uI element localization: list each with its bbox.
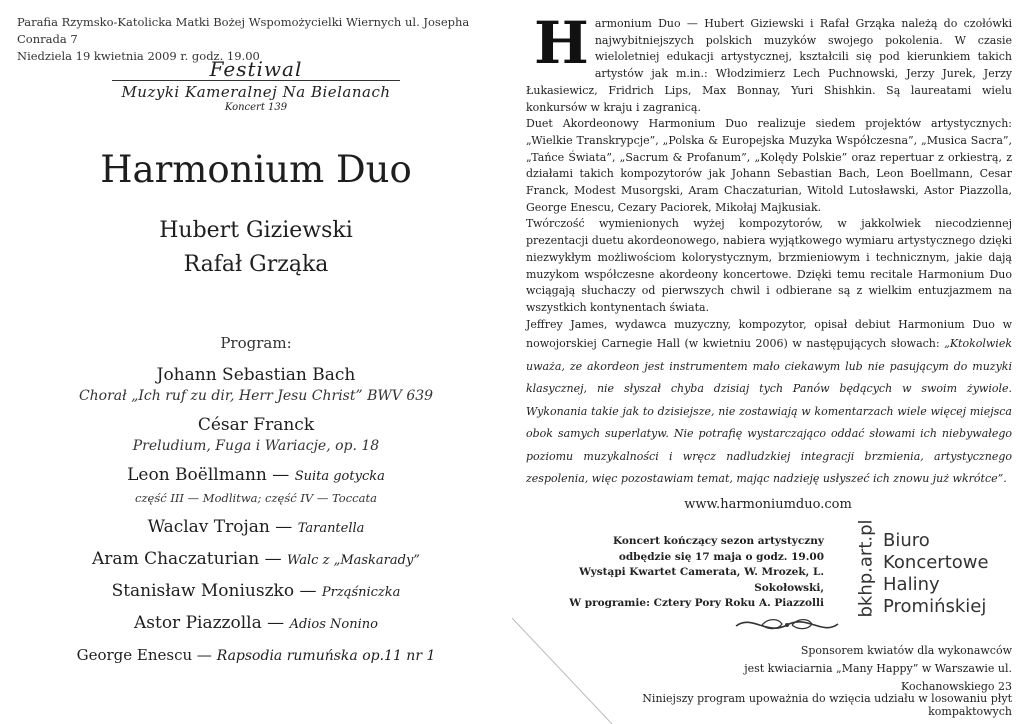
flourish-ornament-icon: [732, 612, 842, 638]
work-title: Prząśniczka: [321, 585, 401, 600]
program-item: [0, 548, 512, 572]
biography-text: [526, 9, 1012, 491]
program-label: Program:: [220, 334, 292, 352]
venue-address: Parafia Rzymsko-Katolicka Matki Bożej Wspomożycielki Wiernych ul. Josepha Conrada 7: [17, 15, 470, 46]
program-item: [0, 516, 512, 540]
composer: Johann Sebastian Bach: [156, 365, 356, 385]
agency-logo: [847, 519, 1017, 620]
website-link[interactable]: www.harmoniumduo.com: [684, 497, 852, 512]
concert-number: Koncert 139: [224, 102, 288, 113]
next-concert-line: Wystąpi Kwartet Camerata, W. Mrozek, L. Sokołowski,: [579, 566, 824, 594]
next-concert-info: [524, 534, 824, 612]
composer: Astor Piazzolla —: [133, 613, 290, 633]
concert-date: Niedziela 19 kwietnia 2009 r. godz. 19.00: [17, 49, 260, 63]
sponsor-line: Sponsorem kwiatów dla wykonawców: [800, 644, 1012, 657]
review-intro: Jeffrey James, wydawca muzyczny, kompozytor, opisał debiut Harmonium Duo w nowojorskiej Carnegie Hall (w kwietniu 2006) w następujących słowach:: [526, 317, 1012, 351]
sponsor-line: jest kwiaciarnia „Many Happy” w Warszawie ul. Kochanowskiego 23: [744, 662, 1012, 693]
performer-2: Rafał Grząka: [183, 252, 329, 277]
program-item: [0, 612, 512, 636]
work-title: Walc z „Maskarady”: [287, 553, 420, 568]
composer: Stanisław Moniuszko —: [111, 581, 322, 601]
work-title: Adios Nonino: [289, 617, 378, 632]
bio-paragraph-3: Twórczość wymienionych wyżej kompozytorów, w jakkolwiek niecodziennej prezentacji duetu akordeonowego, nabiera wyjątkowego wymiaru artystycznego dzięki niezwykłym możliwościom kolorystycznym, brzmieniowym i technicznym, jakie dają muzykom współczesne akordeony koncertowe. Dzięki temu recitale Harmonium Duo wciągają słuchaczy od pierwszych chwil i odbierane są z wielkim entuzjazmem na wszystkich kontynentach świata.: [526, 217, 1012, 314]
work-detail: część III — Modlitwa; część IV — Toccata: [135, 491, 377, 505]
bio-paragraph-2: Duet Akordeonowy Harmonium Duo realizuje siedem projektów artystycznych: „Wielkie Transkrypcje”, „Polska & Europejska Muzyka Współczesna”, „Musica Sacra”, „Tańce Świata”, „Sacrum & Profanum”, „Kolędy Polskie” oraz repertuar z orkiestrą, z działami takich kompozytorów jak Johann Sebastian Bach, Leon Boellmann, Cesar Franck, Modest Musorgski, Aram Chaczaturian, Witold Lutosławski, Astor Piazzolla, George Enescu, Cezary Paciorek, Mikołaj Majkusiak.: [526, 117, 1012, 214]
bio-paragraph-4: [526, 317, 1012, 491]
sponsor-info: [652, 642, 1012, 696]
composer: Waclav Trojan —: [147, 517, 298, 537]
composer: Leon Boëllmann —: [127, 465, 295, 485]
festival-subtitle: Muzyki Kameralnej Na Bielanach: [121, 83, 391, 101]
work-title: Tarantella: [297, 521, 365, 536]
work-title: Suita gotycka: [294, 469, 385, 484]
next-concert-line: W programie: Cztery Pory Roku A. Piazzolli: [569, 597, 824, 609]
festival-logo: [112, 58, 400, 115]
composer: Aram Chaczaturian —: [92, 549, 288, 569]
agency-name: Biuro Koncertowe Haliny Promińskiej: [883, 530, 989, 617]
performer-1: Hubert Giziewski: [159, 218, 353, 243]
next-concert-line: Koncert kończący sezon artystyczny: [613, 535, 824, 547]
composer: César Franck: [197, 415, 315, 435]
program-item: [0, 644, 512, 667]
program-item: [0, 414, 512, 456]
review-quote: „Ktokolwiek uważa, ze akordeon jest instrumentem mało ciekawym lub nie pasującym do muzyki klasycznej, nie słyszał chyba dzisiaj tych Panów będących w swoim żywiole. Wykonania takie jak to dzisiejsze, nie zostawiają w komentarzach wiele więcej miejsca obok samych superlatyw. Nie potrafię wystarczająco oddać słowami ich niebywałego poziomu muzykalności i wręcz nadludzkiej integracji brzmienia, artystycznego zespolenia, więc pozostawiam temat, mając nadzieję usłyszeć ich znowu już wkrótce”.: [526, 337, 1012, 486]
program-item: [0, 580, 512, 604]
next-concert-line: odbędzie się 17 maja o godz. 19.00: [618, 550, 824, 563]
program-right-page: [512, 0, 1024, 724]
work-detail: Chorał „Ich ruf zu dir, Herr Jesu Christ” BWV 639: [78, 388, 434, 404]
work-title: Rapsodia rumuńska op.11 nr 1: [216, 648, 436, 664]
work-detail: Preludium, Fuga i Wariacje, op. 18: [132, 438, 380, 454]
festival-title: Festiwal: [209, 57, 303, 81]
drop-cap: H: [534, 9, 589, 77]
composer: George Enescu —: [76, 646, 217, 664]
lottery-note: Niniejszy program upoważnia do wzięcia udziału w losowaniu płyt kompaktowych: [642, 692, 1012, 718]
program-item: [0, 464, 512, 508]
agency-url: bkhp.art.pl: [855, 519, 877, 618]
program-list: [0, 364, 512, 667]
bio-paragraph-1: armonium Duo — Hubert Giziewski i Rafał Grząka należą do czołówki najwybitniejszych polskich muzyków swojego pokolenia. W czasie wieloletniej edukacji artystycznej, kształcili się pod kierunkiem takich artystów jak m.in.: Włodzimierz Lech Puchnowski, Jerzy Jurek, Jerzy Łukasiewicz, Fridrich Lips, Max Bonnay, Yuri Shishkin. Są laureatami wielu konkursów w kraju i zagranicą.: [526, 17, 1012, 114]
program-item: [0, 364, 512, 406]
ensemble-title: Harmonium Duo: [100, 148, 412, 191]
